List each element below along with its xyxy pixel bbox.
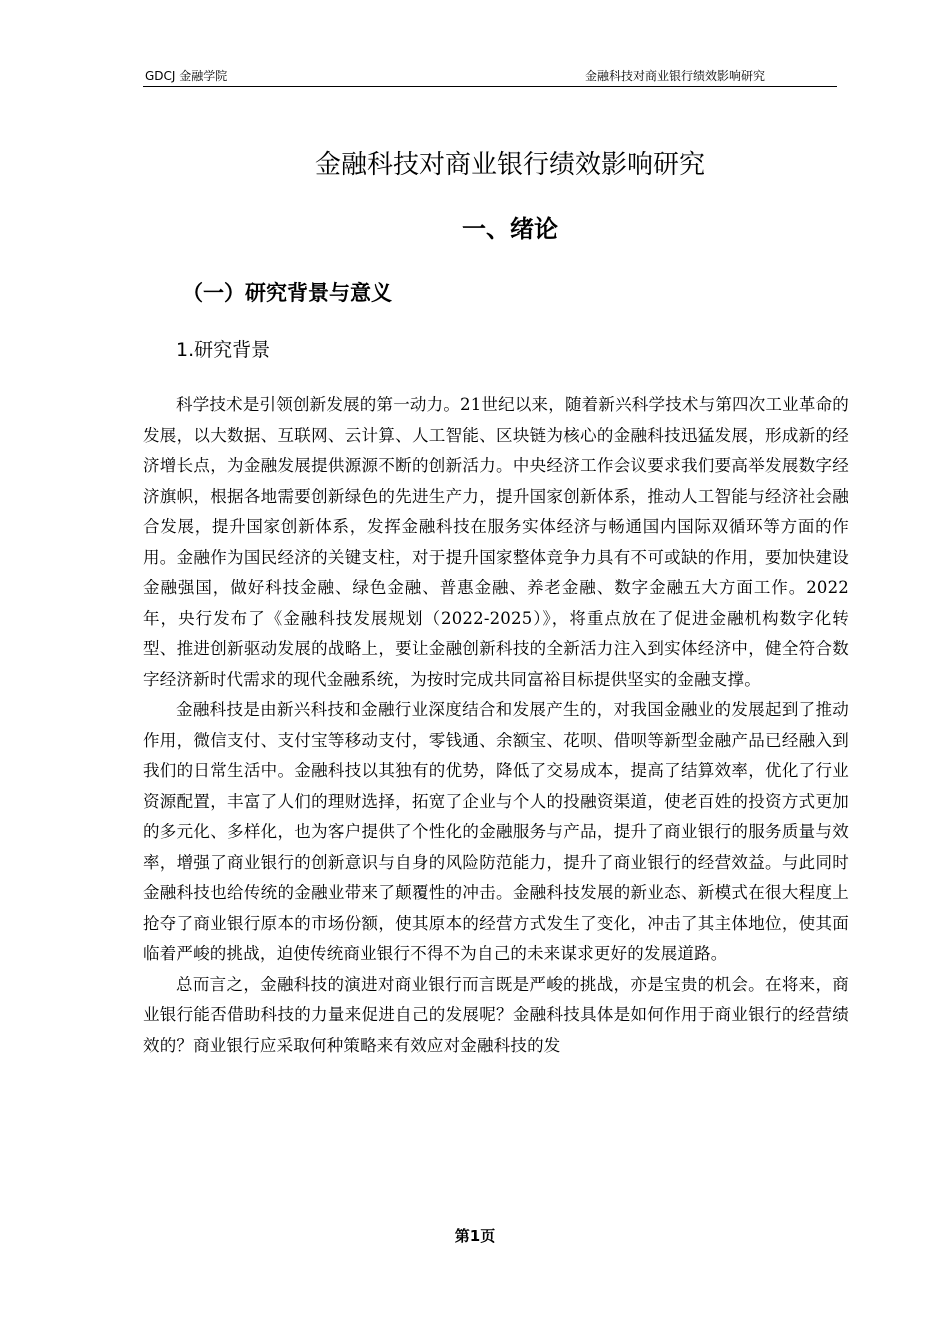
- body-text: [143, 390, 849, 1061]
- header-paper-title: 金融科技对商业银行绩效影响研究: [584, 69, 765, 83]
- subsection-heading: 1.研究背景: [176, 339, 271, 361]
- running-header: [143, 68, 837, 87]
- document-title: 金融科技对商业银行绩效影响研究: [314, 150, 705, 180]
- page-number: 第1页: [454, 1227, 496, 1245]
- paragraph-1: 科学技术是引领创新发展的第一动力。21世纪以来，随着新兴科学技术与第四次工业革命的发展，以大数据、互联网、云计算、人工智能、区块链为核心的金融科技迅猛发展，形成新的经济增长点，为金融发展提供源源不断的创新活力。中央经济工作会议要求我们要高举发展数字经济旗帜，根据各地需要创新绿色的先进生产力，提升国家创新体系，推动人工智能与经济社会融合发展，提升国家创新体系，发挥金融科技在服务实体经济与畅通国内国际双循环等方面的作用。金融作为国民经济的关键支柱，对于提升国家整体竞争力具有不可或缺的作用，要加快建设金融强国，做好科技金融、绿色金融、普惠金融、养老金融、数字金融五大方面工作。2022年，央行发布了《金融科技发展规划（2022-2025）》，将重点放在了促进金融机构数字化转型、推进创新驱动发展的战略上，要让金融创新科技的全新活力注入到实体经济中，健全符合数字经济新时代需求的现代金融系统，为按时完成共同富裕目标提供坚实的金融支撑。: [143, 395, 849, 689]
- section-heading: （一）研究背景与意义: [182, 281, 392, 305]
- header-institution: GDCJ 金融学院: [145, 69, 228, 83]
- chapter-heading: 一、绪论: [462, 215, 558, 243]
- paragraph-2: 金融科技是由新兴科技和金融行业深度结合和发展产生的，对我国金融业的发展起到了推动作用，微信支付、支付宝等移动支付，零钱通、余额宝、花呗、借呗等新型金融产品已经融入到我们的日常生活中。金融科技以其独有的优势，降低了交易成本，提高了结算效率，优化了行业资源配置，丰富了人们的理财选择，拓宽了企业与个人的投融资渠道，使老百姓的投资方式更加的多元化、多样化，也为客户提供了个性化的金融服务与产品，提升了商业银行的服务质量与效率，增强了商业银行的创新意识与自身的风险防范能力，提升了商业银行的经营效益。与此同时金融科技也给传统的金融业带来了颠覆性的冲击。金融科技发展的新业态、新模式在很大程度上抢夺了商业银行原本的市场份额，使其原本的经营方式发生了变化，冲击了其主体地位，使其面临着严峻的挑战，迫使传统商业银行不得不为自己的未来谋求更好的发展道路。: [143, 700, 849, 963]
- paragraph-3: 总而言之，金融科技的演进对商业银行而言既是严峻的挑战，亦是宝贵的机会。在将来，商业银行能否借助科技的力量来促进自己的发展呢？金融科技具体是如何作用于商业银行的经营绩效的？商业银行应采取何种策略来有效应对金融科技的发: [143, 974, 849, 1055]
